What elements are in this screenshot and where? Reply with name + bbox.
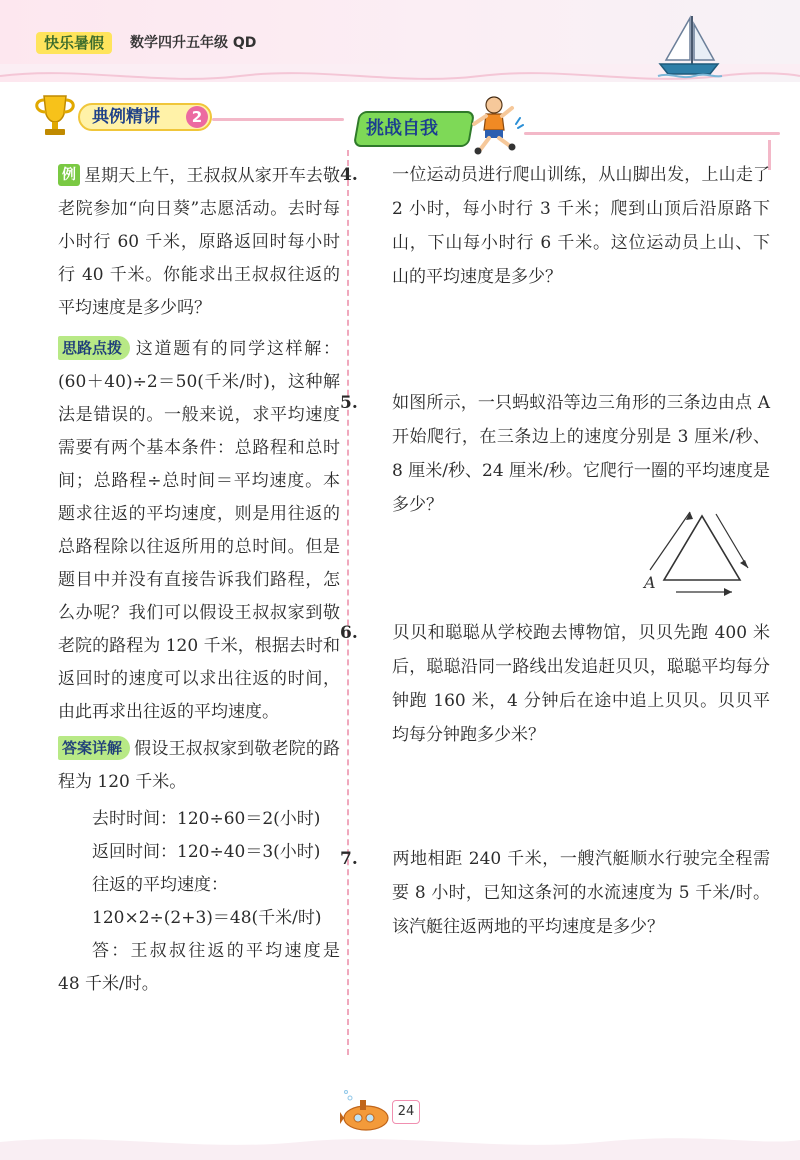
book-title: 数学四升五年级 QD [130,35,257,51]
hint-tag: 思路点拨 [58,336,130,360]
example-column [58,160,340,1001]
sailboat-icon [654,14,724,80]
hint-text: 这道题有的同学这样解：(60＋40)÷2＝50(千米/时)，这种解法是错误的。一般来说，求平均速度需要有两个基本条件：总路程和总时间；总路程÷总时间＝平均速度。本题求往返的平均速度，则是用往返的总路程除以往返所用的总时间。但是题目中并没有直接告诉我们路程，怎么办呢？我们可以假设王叔叔家到敬老院的路程为 120 千米，根据去时和返回时的速度可以求出往返的时间，由此再求出往返的平均速度。 [58,339,340,722]
answer-intro: 假设王叔叔家到敬老院的路程为 120 千米。 [58,739,340,792]
answer-step-3: 往返的平均速度： [92,875,228,895]
answer-step-1: 去时时间：120÷60＝2(小时) [92,809,321,829]
answer-conclusion: 答：王叔叔往返的平均速度是 48 千米/时。 [58,941,340,994]
footer-wave [0,1128,800,1160]
challenge-underline [524,132,780,135]
example-question-text: 星期天上午，王叔叔从家开车去敬老院参加“向日葵”志愿活动。去时每小时行 60 千米，原路返回时每小时行 40 千米。你能求出王叔叔往返的平均速度是多少吗？ [58,166,340,318]
question-number: 6. [340,623,358,643]
answer-tag: 答案详解 [58,736,130,760]
challenge-title: 挑战自我 [366,118,438,139]
series-badge: 快乐暑假 [36,32,112,54]
question-4 [340,158,770,294]
question-text: 如图所示，一只蚂蚁沿等边三角形的三条边由点 A 开始爬行，在三条边上的速度分别是 3 厘米/秒、8 厘米/秒、24 厘米/秒。它爬行一圈的平均速度是多少？ [392,393,770,515]
point-a-label: A [644,573,656,592]
question-text: 两地相距 240 千米，一艘汽艇顺水行驶完全程需要 8 小时，已知这条河的水流速度为 5 千米/时。该汽艇往返两地的平均速度是多少？ [392,849,770,937]
runner-boy-icon [464,94,524,156]
question-text: 贝贝和聪聪从学校跑去博物馆，贝贝先跑 400 米后，聪聪沿同一路线出发追赶贝贝，聪聪平均每分钟跑 160 米，4 分钟后在途中追上贝贝。贝贝平均每分钟跑多少米？ [392,623,770,745]
section-underline [212,118,344,121]
answer-paragraph [58,733,340,799]
page-number: 24 [392,1100,420,1124]
example-tag: 例 [58,164,80,186]
question-number: 5. [340,393,358,413]
triangle-figure [636,508,752,598]
column-divider [347,150,351,1055]
question-6 [340,616,770,752]
answer-step-2: 返回时间：120÷40＝3(小时) [92,842,321,862]
section-number: 2 [186,106,208,128]
question-number: 7. [340,849,358,869]
section-title: 典例精讲 [92,107,160,127]
question-text: 一位运动员进行爬山训练，从山脚出发，上山走了 2 小时，每小时行 3 千米；爬到山顶后沿原路下山，下山每小时行 6 千米。这位运动员上山、下山的平均速度是多少？ [392,165,770,287]
example-question [58,160,340,325]
trophy-icon [30,92,80,138]
question-5 [340,386,770,522]
question-number: 4. [340,165,358,185]
question-7 [340,842,770,944]
answer-step-4: 120×2÷(2+3)＝48(千米/时) [92,908,322,928]
hint-paragraph [58,333,340,729]
